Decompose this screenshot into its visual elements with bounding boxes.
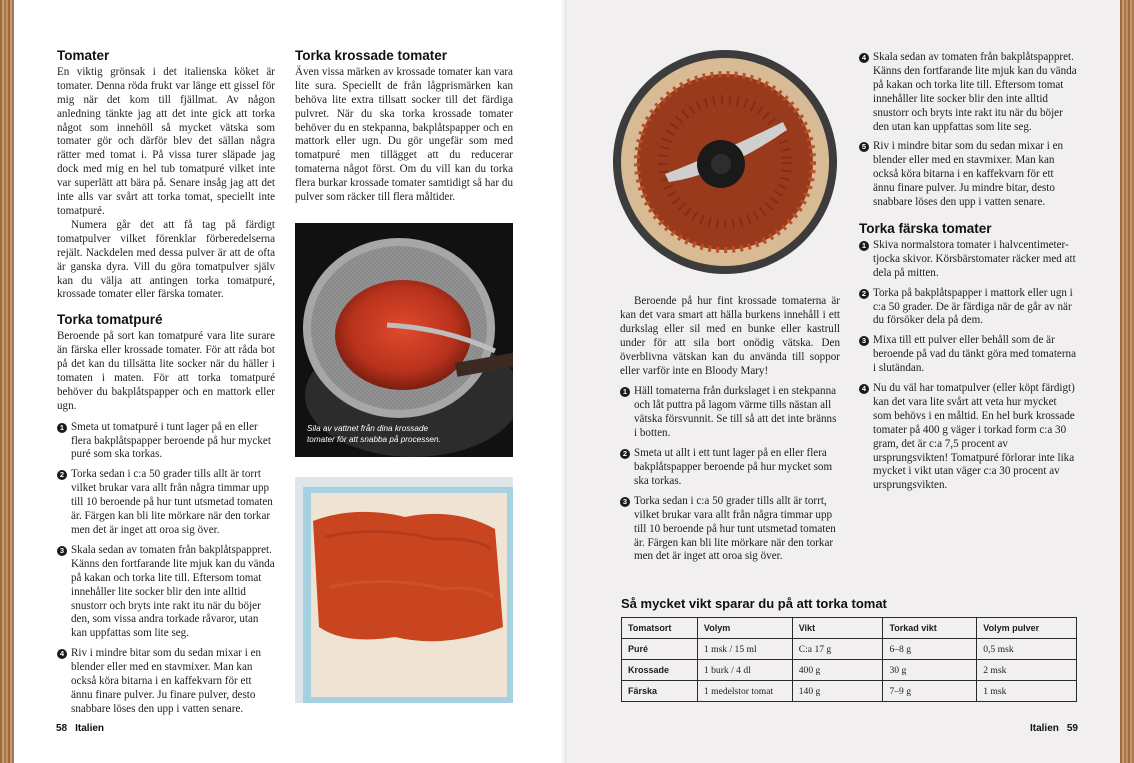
heading-farska: Torka färska tomater bbox=[859, 220, 992, 236]
heading-krossade: Torka krossade tomater bbox=[295, 48, 448, 63]
farska-step-1 bbox=[859, 239, 1077, 281]
step-number-badge: 3 bbox=[57, 546, 67, 556]
table-cell: 0,5 msk bbox=[977, 639, 1077, 660]
weight-table-section bbox=[621, 596, 1081, 702]
table-row bbox=[622, 660, 1077, 681]
page-number: 58 bbox=[56, 723, 68, 734]
step-number-badge: 1 bbox=[620, 387, 630, 397]
step-text: Skiva normalstora tomater i halvcentimeter-tjocka skivor. Körsbärstomater räcker med att dela på mitten. bbox=[873, 238, 1076, 279]
step-text: Häll tomaterna från durkslaget i en stekpanna och låt puttra på lagom värme tills nästan all vätska försvunnit. Se till så att det inte bränns i botten. bbox=[634, 385, 837, 440]
folio-left bbox=[56, 723, 112, 734]
table-cell: 7–9 g bbox=[883, 681, 977, 702]
krossade-step-1 bbox=[620, 385, 840, 441]
photo-caption: Sila av vattnet från dina krossade tomater för att snabba på processen. bbox=[307, 424, 441, 444]
page-number: 59 bbox=[1066, 723, 1078, 734]
table-title: Så mycket vikt sparar du på att torka tomat bbox=[621, 596, 887, 611]
krossade-step-2 bbox=[620, 447, 840, 489]
photo-dried-tomato bbox=[295, 477, 513, 703]
table-cell: 30 g bbox=[883, 660, 977, 681]
step-number-badge: 2 bbox=[859, 289, 869, 299]
heading-tomatpure: Torka tomatpuré bbox=[57, 312, 163, 328]
krossade-step-3 bbox=[620, 495, 840, 565]
farska-step-3 bbox=[859, 334, 1077, 376]
table-header-cell: Tomatsort bbox=[622, 618, 698, 639]
step-text: Smeta ut allt i ett tunt lager på en eller flera bakplåtspapper beroende på hur mycket som ska torkas. bbox=[634, 447, 833, 487]
pure-step-1 bbox=[57, 421, 275, 463]
dried-tomato-illustration bbox=[295, 477, 513, 703]
table-cell: 140 g bbox=[792, 681, 883, 702]
tomater-paragraph-2: Numera går det att få tag på färdigt tomatpulver vilket förenklar förberedelserna rejält. Nackdelen med dessa pulver är att de ofta är ganska dyra. Vill du göra tomatpulver själv kan du välja att antingen torka tomatpuré, krossade tomater eller färska tomater. bbox=[57, 218, 275, 301]
left-page bbox=[14, 0, 567, 763]
left-column-1 bbox=[57, 49, 275, 723]
right-column-2 bbox=[859, 51, 1077, 499]
step-number-badge: 2 bbox=[57, 470, 67, 480]
step-number-badge: 4 bbox=[859, 53, 869, 63]
section-name: Italien bbox=[1029, 723, 1059, 734]
step-number-badge: 3 bbox=[620, 497, 630, 507]
table-header-cell: Volym bbox=[697, 618, 792, 639]
step-text: Torka sedan i c:a 50 grader tills allt är torrt, vilket brukar vara allt från några timmar upp till 10 beroende på hur tunt utsmetad tomaten är. Färgen kan bli lite mörkare när den torkar men det är inget att oroa sig över. bbox=[634, 494, 836, 563]
pure-intro: Beroende på sort kan tomatpuré vara lite surare än färska eller krossade tomater. För att råda bot på det kan du tillsätta lite socker när du häller i tomaten i maten. För att torka tomatpuré behöver du bakplåtspapper och en mattork eller ugn. bbox=[57, 330, 275, 412]
step-text: Smeta ut tomatpuré i tunt lager på en eller flera bakplåtspapper beroende på hur mycket puré som ska torkas. bbox=[71, 420, 271, 461]
sieve-illustration bbox=[295, 223, 513, 457]
krossade-step-5 bbox=[859, 140, 1077, 210]
step-text: Riv i mindre bitar som du sedan mixar i en blender eller med en stavmixer. Man kan också köra bitarna i en kaffekvarn för ett ännu finare pulver. Ju mindre bitar, desto snabbare löses den upp i vatten senare. bbox=[873, 140, 1064, 209]
step-text: Nu du väl har tomatpulver (eller köpt färdigt) kan det vara lite svårt att veta hur mycket som behövs i en måltid. En hel burk krossade tomater på 400 g väger i torkad form c:a 30 gram, det är c:a 7,5 procent av ursprungsvikten! Tomatpuré förlorar inte lika mycket i vikt utan väger c:a 30 procent av ursprungsvikten. bbox=[873, 382, 1075, 492]
step-number-badge: 2 bbox=[620, 449, 630, 459]
book-edge-right bbox=[1120, 0, 1134, 763]
table-header-cell: Volym pulver bbox=[977, 618, 1077, 639]
step-number-badge: 1 bbox=[859, 241, 869, 251]
step-text: Torka på bakplåtspapper i mattork eller ugn i c:a 50 grader. De är färdiga när de går av när du försöker dela på dem. bbox=[873, 286, 1073, 327]
step-text: Riv i mindre bitar som du sedan mixar i en blender eller med en stavmixer. Man kan också köra bitarna i en kaffekvarn för ett ännu finare pulver. Ju finare pulver, desto snabbare löses den upp i vatten senare. bbox=[71, 647, 262, 715]
pure-step-3 bbox=[57, 544, 275, 641]
krossade-step-4 bbox=[859, 51, 1077, 134]
sieve-paragraph: Beroende på hur fint krossade tomaterna är kan det vara smart att hälla burkens innehåll i ett durkslag eller sil med en bunke eller kastrull under för att sila bort onödig vätska. Den överblivna vätskan kan du använda till soppor eller varför inte en Bloody Mary! bbox=[620, 295, 840, 377]
step-text: Skala sedan av tomaten från bakplåtspappret. Känns den fortfarande lite mjuk kan du vända på kakan och torka lite till. Eftersom tomat innehåller lite socker blir den inte alltid snustorr och bryts inte rakt itu när du böjer den, som vissa andra torkade råvaror, utan kan uppfattas som lite seg. bbox=[71, 543, 275, 640]
photo-sieve bbox=[295, 223, 513, 457]
table-cell: Färska bbox=[622, 681, 698, 702]
right-column-1 bbox=[620, 295, 840, 570]
pure-step-4 bbox=[57, 647, 275, 717]
table-row bbox=[622, 681, 1077, 702]
step-text: Mixa till ett pulver eller behåll som de är beroende på vad du tänkt göra med tomaterna i slutändan. bbox=[873, 334, 1076, 375]
krossade-text: Även vissa märken av krossade tomater kan vara lite sura. Speciellt de från lågprismärken kan behöva lite extra tillsatt socker till det färdiga pulvret. När du ska torka krossade tomater behöver du en stekpanna, bakplåtspapper och en mattork eller ugn. Du gör ungefär som med tomatpuré men tillägget att du reducerar tomaterna något först. Om du vill kan du torka flera burkar krossade tomater samtidigt så har du pulver som räcker till flera måltider. bbox=[295, 65, 513, 204]
weight-table bbox=[621, 617, 1077, 702]
table-cell: 1 msk bbox=[977, 681, 1077, 702]
table-cell: 1 burk / 4 dl bbox=[697, 660, 792, 681]
section-name: Italien bbox=[75, 723, 105, 734]
step-number-badge: 3 bbox=[859, 336, 869, 346]
table-cell: 1 medelstor tomat bbox=[697, 681, 792, 702]
step-text: Torka sedan i c:a 50 grader tills allt är torrt vilket brukar vara allt från några timmar upp till 10 beroende på hur tunt utsmetad tomaten är. Färgen kan bli lite mörkare när den torkar men det är inget att oroa sig över. bbox=[71, 468, 273, 536]
table-row bbox=[622, 639, 1077, 660]
step-number-badge: 4 bbox=[859, 384, 869, 394]
table-cell: 2 msk bbox=[977, 660, 1077, 681]
heading-tomater: Tomater bbox=[57, 48, 110, 63]
tomater-paragraph-1: En viktig grönsak i det italienska köket är tomater. Denna röda frukt var länge ett gissel för mig när det kom till fjällmat. Av någon anledning tänkte jag att det inte gick att torka något som innehöll så mycket vätska som tomater gör och därför blev det sällan några rätter med tomat i. På vissa turer släpade jag dock med mig en hel tub tomatpuré vilket inte var superlätt att bära på. Senare insåg jag att det inte alls var svårt att torka tomat, speciellt inte tomatpuré. bbox=[57, 65, 275, 217]
photo-blender bbox=[603, 38, 847, 280]
table-cell: 1 msk / 15 ml bbox=[697, 639, 792, 660]
blender-illustration bbox=[603, 38, 847, 280]
table-cell: 400 g bbox=[792, 660, 883, 681]
farska-step-2 bbox=[859, 287, 1077, 329]
step-number-badge: 1 bbox=[57, 423, 67, 433]
left-column-2 bbox=[295, 49, 513, 205]
step-number-badge: 5 bbox=[859, 142, 869, 152]
pure-step-2 bbox=[57, 468, 275, 538]
step-number-badge: 4 bbox=[57, 649, 67, 659]
table-cell: Krossade bbox=[622, 660, 698, 681]
farska-step-4 bbox=[859, 382, 1077, 493]
table-cell: 6–8 g bbox=[883, 639, 977, 660]
right-page bbox=[567, 0, 1120, 763]
table-header-cell: Torkad vikt bbox=[883, 618, 977, 639]
folio-right bbox=[1030, 723, 1078, 734]
book-edge-left bbox=[0, 0, 14, 763]
table-header-row bbox=[622, 618, 1077, 639]
step-text: Skala sedan av tomaten från bakplåtspappret. Känns den fortfarande lite mjuk kan du vända på kakan och torka lite till. Eftersom tomat innehåller lite socker blir den inte alltid snustorr och bryts inte rakt itu när du böjer den utan kan uppfattas som lite seg. bbox=[873, 51, 1077, 133]
table-cell: C:a 17 g bbox=[792, 639, 883, 660]
table-header-cell: Vikt bbox=[792, 618, 883, 639]
table-cell: Puré bbox=[622, 639, 698, 660]
